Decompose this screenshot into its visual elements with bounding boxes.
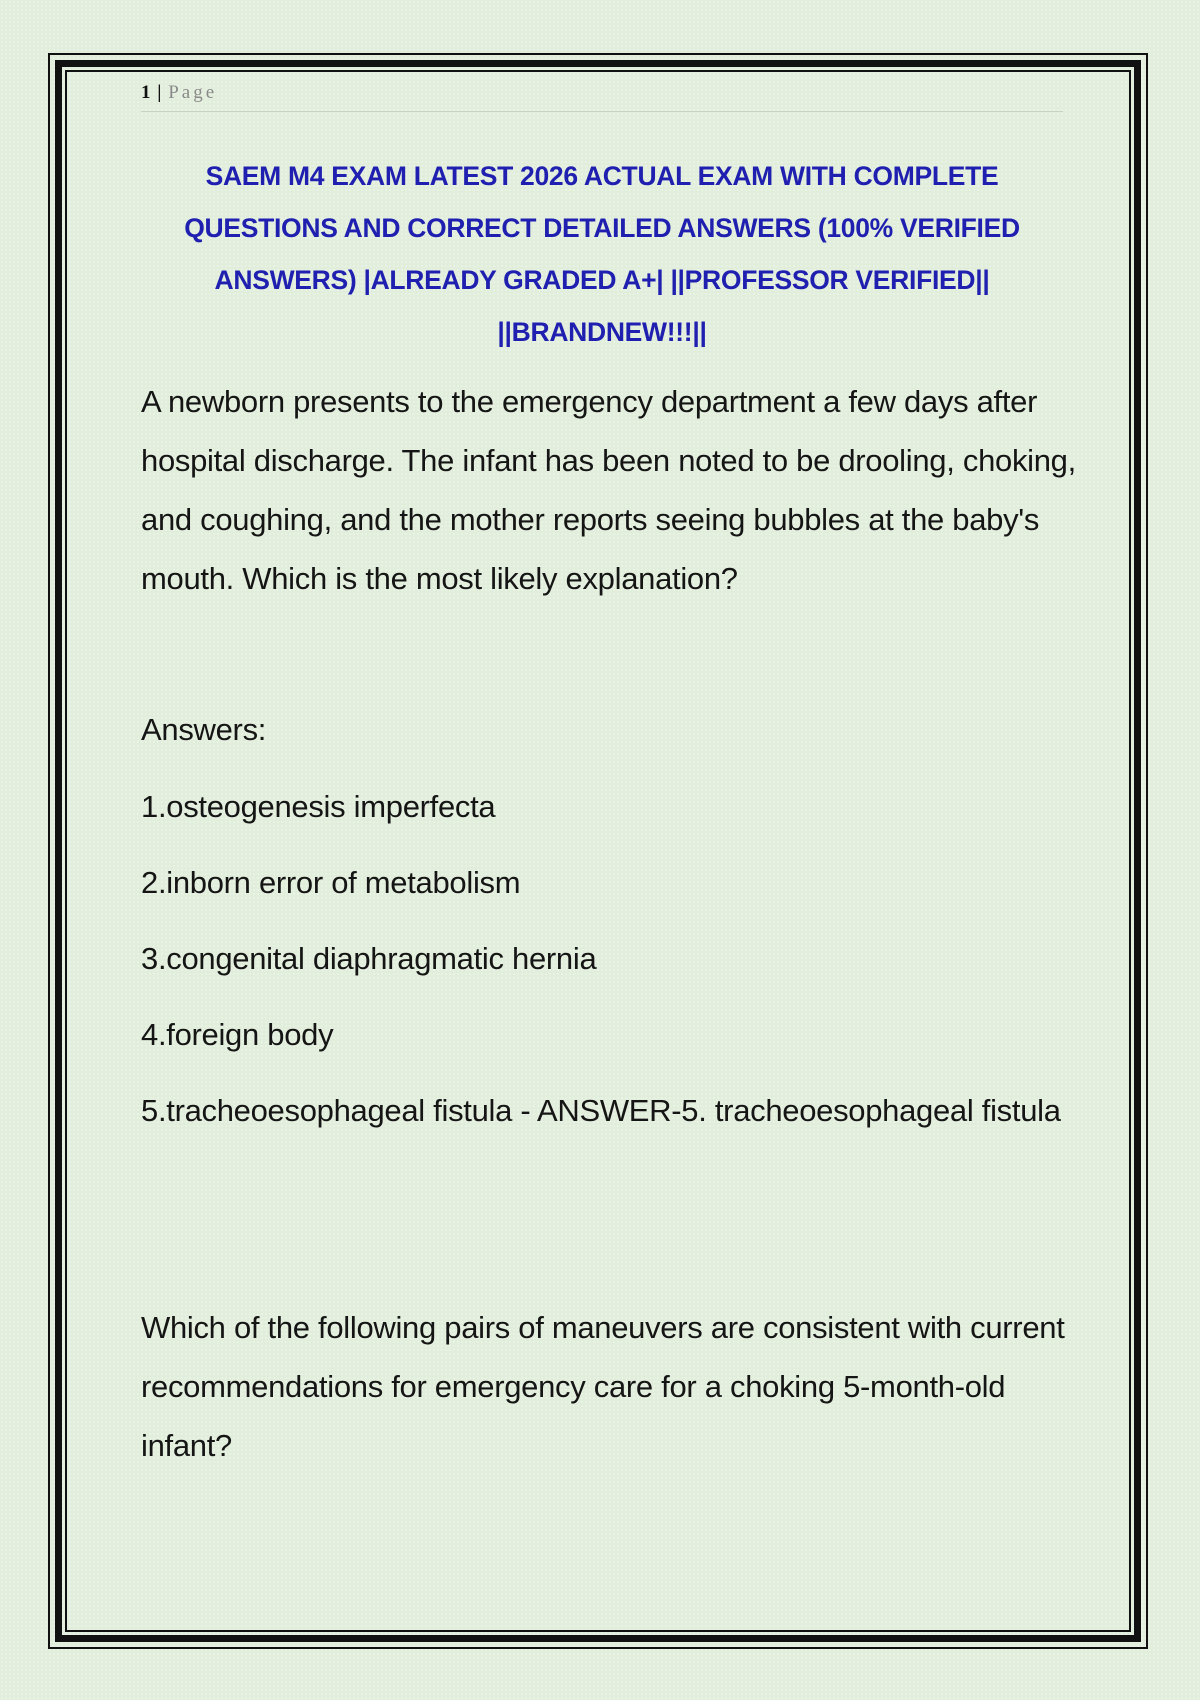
page-label: Page [168,82,218,103]
page-number: 1 [141,82,151,103]
question-2-text: Which of the following pairs of maneuvers are consistent with current recommendations for emergency care for a choking 5-month-old infant? [141,1310,1065,1463]
document-body [141,372,1081,1463]
answer-options [141,777,1081,1157]
question-1-text: A newborn presents to the emergency department a few days after hospital discharge. The infant has been noted to be drooling, choking, and coughing, and the mother reports seeing bubbles at the baby's mouth. Which is the most likely explanation? [141,384,1076,596]
document-title: SAEM M4 EXAM LATEST 2026 ACTUAL EXAM WITH COMPLETE QUESTIONS AND CORRECT DETAILED ANSWERS (100% VERIFIED ANSWERS) |ALREADY GRADED A+| ||PROFESSOR VERIFIED|| ||BRANDNEW!!!|| [184,161,1020,347]
answer-option-3: 3.congenital diaphragmatic hernia [141,941,597,976]
answers-label: Answers: [141,712,267,747]
answer-option-4: 4.foreign body [141,1017,334,1052]
page-header [141,80,1063,112]
answer-option-5: 5.tracheoesophageal fistula - ANSWER-5. tracheoesophageal fistula [141,1093,1061,1128]
answer-option-1: 1.osteogenesis imperfecta [141,789,496,824]
answer-option-2: 2.inborn error of metabolism [141,865,521,900]
page-separator: | [157,82,162,103]
